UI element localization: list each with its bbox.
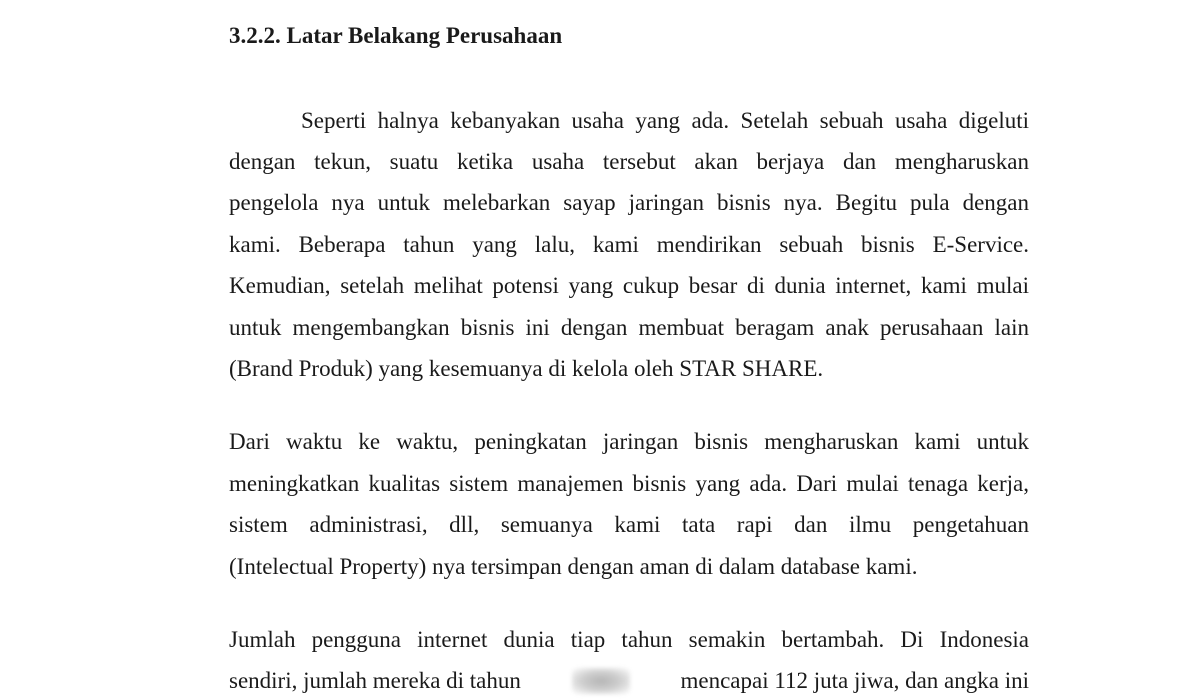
paragraph-1-line-4: kami. Beberapa tahun yang lalu, kami mendirikan sebuah bisnis E-Service.	[229, 232, 1029, 257]
paragraph-3-line-2-start: sendiri, jumlah mereka di tahun	[229, 668, 521, 693]
paragraph-2-line-4: (Intelectual Property) nya tersimpan dengan aman di dalam database kami.	[229, 554, 918, 579]
paragraph-2-line-1: Dari waktu ke waktu, peningkatan jaringan bisnis mengharuskan kami untuk	[229, 429, 1029, 454]
paragraph-1-line-7: (Brand Produk) yang kesemuanya di kelola oleh STAR SHARE.	[229, 356, 824, 381]
paragraph-3-line-2-end: mencapai 112 juta jiwa, dan angka ini	[680, 668, 1029, 693]
paragraph-1-line-2: dengan tekun, suatu ketika usaha tersebut akan berjaya dan mengharuskan	[229, 149, 1029, 174]
paragraph-1-line-5: Kemudian, setelah melihat potensi yang cukup besar di dunia internet, kami mulai	[229, 273, 1029, 298]
paragraph-1-line-1: Seperti halnya kebanyakan usaha yang ada. Setelah sebuah usaha digeluti	[301, 108, 1029, 133]
paragraph-1-line-3: pengelola nya untuk melebarkan sayap jaringan bisnis nya. Begitu pula dengan	[229, 190, 1029, 215]
paragraph-3-line-2	[229, 665, 1029, 697]
paragraph-2-line-3: sistem administrasi, dll, semuanya kami tata rapi dan ilmu pengetahuan	[229, 512, 1029, 537]
paragraph-1-line-6: untuk mengembangkan bisnis ini dengan membuat beragam anak perusahaan lain	[229, 315, 1029, 340]
section-heading: 3.2.2. Latar Belakang Perusahaan	[229, 23, 563, 48]
paragraph-2-line-2: meningkatkan kualitas sistem manajemen bisnis yang ada. Dari mulai tenaga kerja,	[229, 471, 1029, 496]
paragraph-3-line-1: Jumlah pengguna internet dunia tiap tahun semakin bertambah. Di Indonesia	[229, 627, 1029, 652]
redacted-year-blur	[572, 668, 630, 694]
